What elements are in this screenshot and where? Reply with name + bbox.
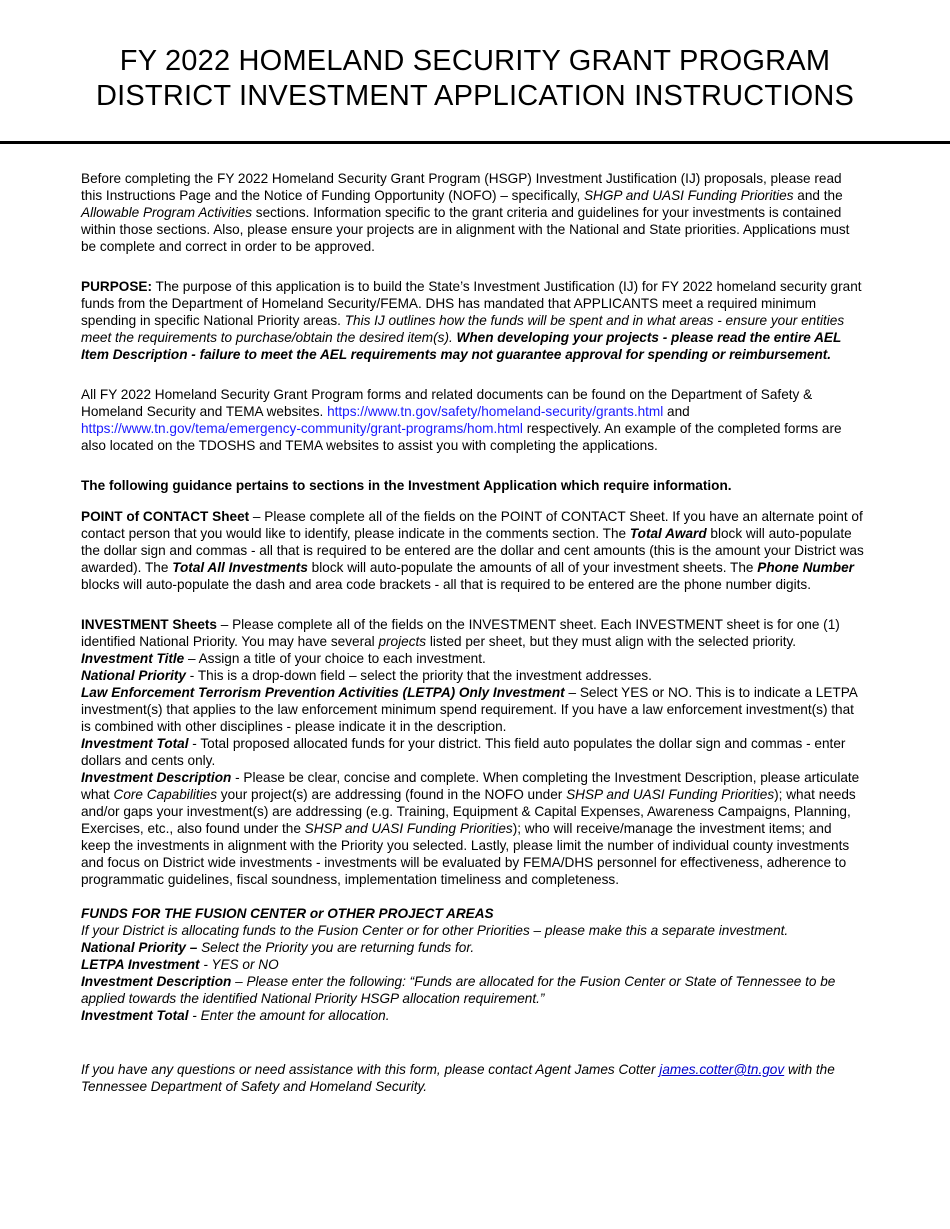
- fusion-heading-text: FUNDS FOR THE FUSION CENTER or OTHER PROJECT AREAS: [81, 906, 494, 921]
- poc-total-award: Total Award: [629, 526, 707, 541]
- investment-section: [81, 616, 864, 888]
- poc-total-all-investments: Total All Investments: [172, 560, 308, 575]
- poc-label: POINT of CONTACT Sheet: [81, 509, 250, 524]
- desc-text-4: ); who will receive/manage the investment items; and keep the investments in alignment with the Priority you selected. Lastly, please limit the number of individual county investments and focus on District wide investments - investments will be evaluated by FEMA/DHS personnel for effectiveness, adherence to programmatic guidelines, fiscal soundness, implementation timeliness and completeness.: [81, 821, 850, 887]
- fusion-heading: [81, 905, 864, 922]
- instructions-body: [0, 144, 950, 1095]
- fusion-letpa-text: - YES or NO: [199, 957, 279, 972]
- contact-text-1: If you have any questions or need assistance with this form, please contact Agent James Cotter: [81, 1062, 660, 1077]
- investment-title-text: – Assign a title of your choice to each investment.: [184, 651, 486, 666]
- poc-text-3: block will auto-populate the amounts of all of your investment sheets. The: [307, 560, 758, 575]
- fusion-description-text: – Please enter the following: “Funds are allocated for the Fusion Center or State of Tennessee to be applied towards the identified National Priority HSGP allocation requirement.”: [81, 974, 836, 1006]
- desc-text-1: - Please be clear, concise and complete. When completing the Investment Description, please articulate what: [81, 770, 860, 802]
- poc-text-1: – Please complete all of the fields on the POINT of CONTACT Sheet. If you have an alternate point of contact person that you would like to identify, please indicate in the comments section. The: [81, 509, 863, 541]
- investment-description-item: [81, 769, 864, 888]
- fusion-total-item: [81, 1007, 864, 1024]
- desc-italic-3: SHSP and UASI Funding Priorities: [304, 821, 513, 836]
- purpose-bold-italic-1: When developing your projects - please read the entire AEL Item Description - failure to meet the AEL requirements may not guarantee approval for spending or reimbursement.: [81, 330, 842, 362]
- purpose-label: PURPOSE:: [81, 279, 153, 294]
- page-title-line-2: DISTRICT INVESTMENT APPLICATION INSTRUCTIONS: [95, 80, 855, 112]
- forms-text-1: All FY 2022 Homeland Security Grant Program forms and related documents can be found on the Department of Safety & Homeland Security and TEMA websites.: [81, 387, 813, 419]
- fusion-description-item: [81, 973, 864, 1007]
- investment-total-label: Investment Total: [81, 736, 189, 751]
- tema-grants-link[interactable]: https://www.tn.gov/tema/emergency-community/grant-programs/hom.html: [81, 421, 523, 436]
- investment-description-label: Investment Description: [81, 770, 232, 785]
- letpa-label: Law Enforcement Terrorism Prevention Activities (LETPA) Only Investment: [81, 685, 565, 700]
- desc-italic-1: Core Capabilities: [113, 787, 218, 802]
- investment-text-1: – Please complete all of the fields on the INVESTMENT sheet. Each INVESTMENT sheet is for one (1) identified National Priority. You may have several: [81, 617, 840, 649]
- fusion-priority-label: National Priority –: [81, 940, 198, 955]
- investment-total-text: - Total proposed allocated funds for your district. This field auto populates the dollar sign and commas - enter dollars and cents only.: [81, 736, 846, 768]
- intro-italic-2: Allowable Program Activities: [81, 205, 252, 220]
- guidance-heading: [81, 477, 864, 494]
- intro-text-2: and the: [793, 188, 843, 203]
- letpa-text: – Select YES or NO. This is to indicate a LETPA investment(s) that applies to the law enforcement minimum spend requirement. If you have a law enforcement investment(s) that is combined with other disciplines - please indicate it in the description.: [81, 685, 858, 734]
- investment-text-2: listed per sheet, but they must align with the selected priority.: [426, 634, 797, 649]
- poc-paragraph: [81, 508, 864, 593]
- fusion-priority-text: Select the Priority you are returning funds for.: [197, 940, 475, 955]
- contact-paragraph: [81, 1061, 864, 1095]
- national-priority-label: National Priority: [81, 668, 186, 683]
- poc-phone-number: Phone Number: [757, 560, 854, 575]
- intro-text-1: Before completing the FY 2022 Homeland Security Grant Program (HSGP) Investment Justification (IJ) proposals, please read this Instructions Page and the Notice of Funding Opportunity (NOFO) – specifically,: [81, 171, 842, 203]
- fusion-description-label: Investment Description: [81, 974, 232, 989]
- intro-italic-1: SHGP and UASI Funding Priorities: [583, 188, 794, 203]
- fusion-priority-item: [81, 939, 864, 956]
- investment-title-label: Investment Title: [81, 651, 185, 666]
- forms-paragraph: [81, 386, 864, 454]
- purpose-text-1: The purpose of this application is to build the State’s Investment Justification (IJ) for FY 2022 homeland security grant funds from the Department of Homeland Security/FEMA. DHS has mandated that APPLICANTS meet a required minimum spending in specific National Priority areas.: [81, 279, 862, 328]
- intro-text-3: sections. Information specific to the grant criteria and guidelines for your investments is contained within those sections. Also, please ensure your projects are in alignment with the National and State priorities. Applications must be complete and correct in order to be approved.: [81, 205, 850, 254]
- contact-email-link[interactable]: james.cotter@tn.gov: [659, 1062, 785, 1077]
- fusion-section: [81, 905, 864, 1024]
- intro-paragraph: [81, 170, 864, 255]
- investment-italic-1: projects: [378, 634, 427, 649]
- purpose-paragraph: [81, 278, 864, 363]
- dos-grants-link[interactable]: https://www.tn.gov/safety/homeland-security/grants.html: [327, 404, 664, 419]
- desc-text-2: your project(s) are addressing (found in the NOFO under: [217, 787, 567, 802]
- fusion-total-label: Investment Total: [81, 1008, 189, 1023]
- desc-italic-2: SHSP and UASI Funding Priorities: [566, 787, 775, 802]
- forms-text-3: respectively. An example of the completed forms are also located on the TDOSHS and TEMA websites to assist you with completing the applications.: [81, 421, 842, 453]
- forms-text-2: and: [663, 404, 690, 419]
- investment-total-item: [81, 735, 864, 769]
- poc-text-2: block will auto-populate the dollar sign and commas - all that is required to be entered are the dollar and cent amounts (this is the amount your District was awarded). The: [81, 526, 864, 575]
- fusion-total-text: - Enter the amount for allocation.: [188, 1008, 390, 1023]
- contact-text-2: with the Tennessee Department of Safety and Homeland Security.: [81, 1062, 835, 1094]
- investment-label: INVESTMENT Sheets: [81, 617, 217, 632]
- investment-title-item: [81, 650, 864, 667]
- fusion-line-1-text: If your District is allocating funds to the Fusion Center or for other Priorities – please make this a separate investment.: [81, 923, 789, 938]
- fusion-letpa-item: [81, 956, 864, 973]
- document-header: [0, 0, 950, 114]
- guidance-heading-text: The following guidance pertains to sections in the Investment Application which require information.: [81, 478, 732, 493]
- investment-paragraph: [81, 616, 864, 650]
- national-priority-item: [81, 667, 864, 684]
- purpose-italic-1: This IJ outlines how the funds will be spent and in what areas - ensure your entities meet the requirements to purchase/obtain the desired item(s).: [81, 313, 845, 345]
- fusion-letpa-label: LETPA Investment: [81, 957, 200, 972]
- desc-text-3: ); what needs and/or gaps your investment(s) are addressing (e.g. Training, Equipment & Capital Expenses, Awareness Campaigns, Planning, Exercises, etc., also found under the: [81, 787, 856, 836]
- poc-text-4: blocks will auto-populate the dash and area code brackets - all that is required to be entered are the phone number digits.: [81, 577, 811, 592]
- national-priority-text: - This is a drop-down field – select the priority that the investment addresses.: [186, 668, 652, 683]
- letpa-item: [81, 684, 864, 735]
- fusion-line-1: [81, 922, 864, 939]
- page-title-line-1: FY 2022 HOMELAND SECURITY GRANT PROGRAM: [119, 45, 831, 77]
